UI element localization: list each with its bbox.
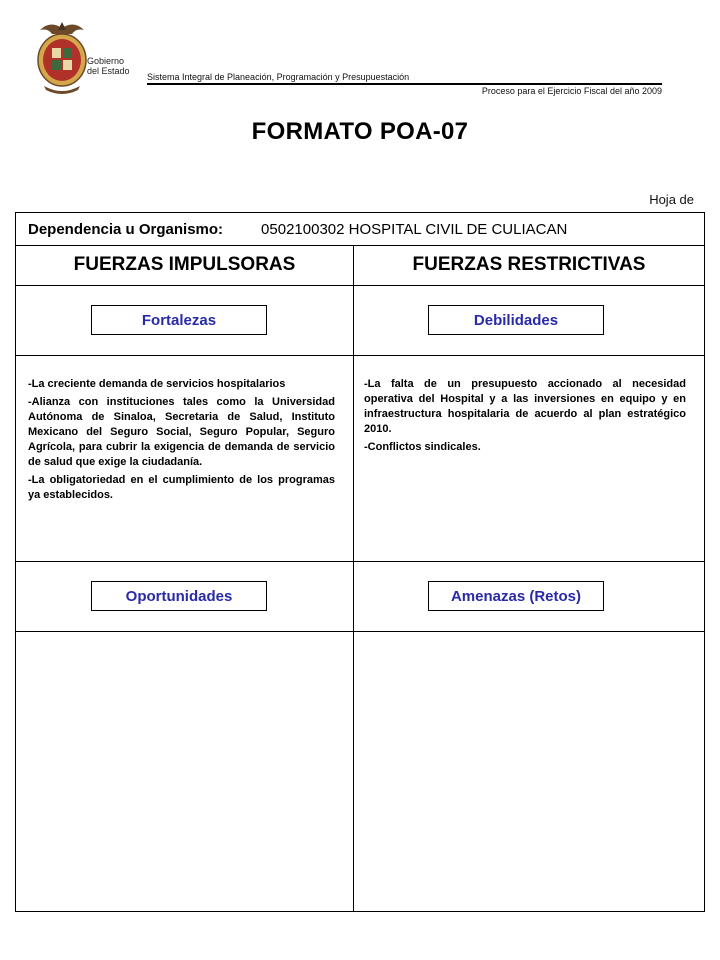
list-item: -Conflictos sindicales.: [364, 441, 481, 453]
system-title: Sistema Integral de Planeación, Programación y Presupuestación: [147, 72, 410, 82]
poa-form-table: [15, 212, 705, 912]
sheet-label: Hoja de: [649, 192, 694, 207]
strengths-title: Fortalezas: [91, 305, 267, 335]
dependency-row: [16, 213, 704, 245]
list-item: -La obligatoriedad en el cumplimiento de los programas ya establecidos.: [28, 474, 335, 501]
restraining-forces-header: FUERZAS RESTRICTIVAS: [412, 254, 646, 275]
state-seal-icon: [34, 16, 90, 96]
weaknesses-title: Debilidades: [428, 305, 604, 335]
row-divider: [16, 561, 704, 562]
driving-forces-header: FUERZAS IMPULSORAS: [73, 254, 296, 275]
dependency-value: 0502100302 HOSPITAL CIVIL DE CULIACAN: [261, 220, 568, 238]
document-title: FORMATO POA-07: [251, 118, 469, 145]
header-divider: [147, 83, 662, 85]
list-item: -La creciente demanda de servicios hospitalarios: [28, 378, 286, 390]
row-divider: [16, 355, 704, 356]
weaknesses-list: [364, 377, 686, 458]
opportunities-title: Oportunidades: [91, 581, 267, 611]
column-divider: [353, 245, 354, 911]
list-item: -Alianza con instituciones tales como la Universidad Autónoma de Sinaloa, Secretaria de Salud, Instituto Mexicano del Seguro Social, Seguro Popular, Seguro Agrícola, para cubrir la exigencia de demanda de servicio de salud que exige la ciudadanía.: [28, 396, 335, 468]
row-divider: [16, 285, 704, 286]
process-label: Proceso para el Ejercicio Fiscal del año 2009: [481, 86, 662, 96]
dependency-label: Dependencia u Organismo:: [28, 220, 224, 238]
strengths-list: [28, 377, 335, 506]
threats-title: Amenazas (Retos): [428, 581, 604, 611]
gobierno-label: Gobierno: [87, 56, 125, 66]
list-item: -La falta de un presupuesto accionado al necesidad operativa del Hospital y a las inversiones en equipo y en infraestructura hospitalaria de acuerdo al plan estratégico 2010.: [364, 378, 686, 435]
del-estado-label: del Estado: [87, 66, 130, 76]
row-divider: [16, 631, 704, 632]
